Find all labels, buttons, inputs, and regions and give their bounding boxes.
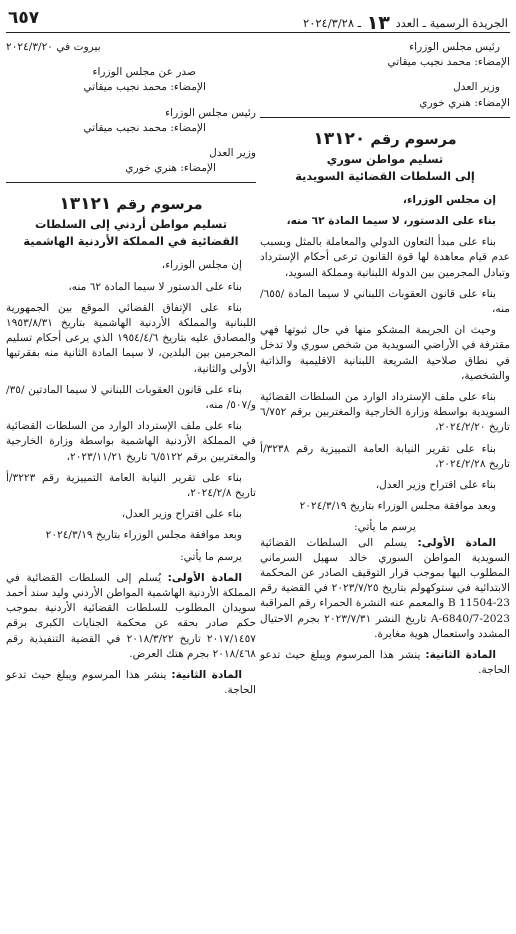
left-column	[6, 40, 256, 705]
decree-label: مرسوم رقم	[370, 131, 457, 148]
signature-name: الإمضاء: محمد نجيب ميقاتي	[83, 121, 206, 134]
divider	[6, 182, 256, 183]
signature-name: الإمضاء: هنري خوري	[125, 162, 216, 175]
recital: وبعد موافقة مجلس الوزراء بتاريخ ٢٠٢٤/٣/١٩	[45, 529, 242, 542]
recital: بناء على اقتراح وزير العدل،	[375, 479, 496, 492]
article-1	[6, 571, 256, 662]
article-text: يُسلم إلى السلطات القضائية في المملكة الأردنية الهاشمية المواطن الأردني وليد سند أحمد سويدان المطلوب للسلطات القضائية الأردنية بموجب حكم صادر بحقه عن محكمة الجنايات الكبرى برقم ٢٠١٧/١٤٥٧ تاريخ ٢٠١٨/٣/٢٢ في القضية التنفيذية رقم ٢٠١٨/٤٦٨ بجرم هتك العرض.	[6, 571, 256, 660]
issued-by: صدر عن مجلس الوزراء	[92, 66, 196, 79]
gazette-title	[303, 12, 508, 34]
divider	[260, 117, 510, 118]
recital: بناء على ملف الإسترداد الوارد من السلطات القضائية في المملكة الأردنية الهاشمية بواسطة وزارة الخارجية والمغتربين برقم ٦/٥١٢٢ تاريخ ٢٠٢٣/١١/٢١،	[6, 420, 256, 463]
article-2	[260, 648, 510, 678]
right-column	[260, 40, 510, 685]
article-text: يسلم الى السلطات القضائية السويدية المواطن السوري خالد سهيل السرماني المطلوب اليها بموجب قرار التوقيف الصادر عن المحكمة الابتدائية في ستوكهولم بتاريخ ٢٠٢٣/٧/٢٥ في القضية رقم 23-11504 B والمعمم عنه النشرة الحمراء رقم المراقبة 2023-6840/7-A تاريخ النشر ٢٠٢٣/٧/٣١ بجرم الاحتيال المشدد واستعمال هوية مغايرة.	[260, 536, 510, 640]
recital: بناء على اقتراح وزير العدل،	[121, 508, 242, 521]
recital: بناء على ملف الإسترداد الوارد من السلطات القضائية السويدية بواسطة وزارة الخارجية والمغتربين برقم ٦/٧٥٢ تاريخ ٢٠٢٤/٢/٢٠،	[260, 391, 510, 434]
article-1	[260, 536, 510, 642]
issue-date: ـ ٢٠٢٤/٣/٢٨	[303, 16, 362, 30]
addressee: إن مجلس الوزراء،	[161, 259, 242, 272]
decree-number: ١٣١٢٠	[313, 128, 366, 149]
gazette-name: الجريدة الرسمية ـ العدد	[395, 16, 508, 30]
recital: بناء على تقرير النيابة العامة التمييزية رقم ٣٢٢٣/أ تاريخ ٢٠٢٤/٢/٨،	[6, 471, 256, 500]
recital: بناء على الدستور لا سيما المادة ٦٢ منه،	[68, 280, 242, 293]
decree-formula: يرسم ما يأتي:	[354, 521, 416, 534]
signature-title: رئيس مجلس الوزراء	[165, 106, 256, 119]
decree-subject: إلى السلطات القضائية السويدية	[295, 168, 475, 183]
signature-name: الإمضاء: محمد نجيب ميقاتي	[83, 81, 206, 94]
signature-title: وزير العدل	[453, 81, 500, 94]
decree-subject: القضائية في المملكة الأردنية الهاشمية	[23, 234, 239, 249]
recital: بناء على الإتفاق القضائي الموقع بين الجمهورية اللبنانية والمملكة الأردنية الهاشمية بتاريخ ١٩٥٣/٨/٣١ والمصادق عليه بتاريخ ١٩٥٤/٤/٦ الذي يرعى أحكام تسليم المجرمين بين البلدين، لا سيما المادة الثانية منه بفقرتيها الأولى والثانية،	[6, 301, 256, 375]
signature-name: الإمضاء: هنري خوري	[419, 96, 510, 109]
recital: بناء على قانون العقوبات اللبناني لا سيما المادتين /٣٥/ و/٥٠٧/ منه،	[6, 383, 256, 412]
article-label: المادة الأولى:	[167, 571, 242, 584]
article-text: ينشر هذا المرسوم ويبلغ حيث تدعو الحاجة.	[6, 669, 256, 697]
recital: وبعد موافقة مجلس الوزراء بتاريخ ٢٠٢٤/٣/١٩	[299, 500, 496, 513]
decree-label: مرسوم رقم	[116, 197, 203, 214]
signature-title: رئيس مجلس الوزراء	[409, 41, 500, 53]
article-label: المادة الثانية:	[425, 649, 496, 662]
page-number: ٦٥٧	[8, 8, 40, 28]
decree-subject: تسليم مواطن أردني إلى السلطات	[34, 217, 228, 232]
recital: بناء على مبدأ التعاون الدولي والمعاملة بالمثل وبسبب عدم قيام معاهدة لها قوة القانون ترعى أحكام الإسترداد وتبادل المجرمين بين الدولة اللبنانية ومملكة السويد،	[260, 236, 510, 279]
article-text: ينشر هذا المرسوم ويبلغ حيث تدعو الحاجة.	[260, 649, 510, 677]
issue-number: ١٣	[366, 12, 390, 34]
recital: بناء على قانون العقوبات اللبناني لا سيما المادة /٦٥٥/ منه،	[260, 287, 510, 316]
addressee: إن مجلس الوزراء،	[402, 193, 496, 206]
decree-subject: تسليم مواطن سوري	[326, 151, 444, 166]
page-header	[6, 6, 510, 33]
article-label: المادة الثانية:	[171, 669, 242, 682]
decree-heading	[6, 193, 256, 216]
recital: وحيث ان الجريمة المشكو منها في حال ثبوتها فهي مقترفة في الأراضي السويدية من شخص سوري ولا تدخل في نطاق صلاحية الشريعة اللبنانية الاقليمية والذاتية والشخصية،	[260, 324, 510, 382]
decree-number: ١٣١٢١	[59, 194, 112, 215]
article-label: المادة الأولى:	[417, 536, 496, 549]
decree-formula: يرسم ما يأتي:	[180, 550, 242, 563]
place-date: بيروت في ٢٠٢٤/٣/٢٠	[6, 41, 101, 53]
signature-name: الإمضاء: محمد نجيب ميقاتي	[387, 56, 510, 69]
recital: بناء على الدستور، لا سيما المادة ٦٢ منه،	[286, 215, 496, 228]
signature-title: وزير العدل	[209, 147, 256, 160]
article-2	[6, 668, 256, 698]
decree-heading	[260, 128, 510, 151]
recital: بناء على تقرير النيابة العامة التمييزية رقم ٣٢٣٨/أ تاريخ ٢٠٢٤/٢/٢٨،	[260, 442, 510, 470]
